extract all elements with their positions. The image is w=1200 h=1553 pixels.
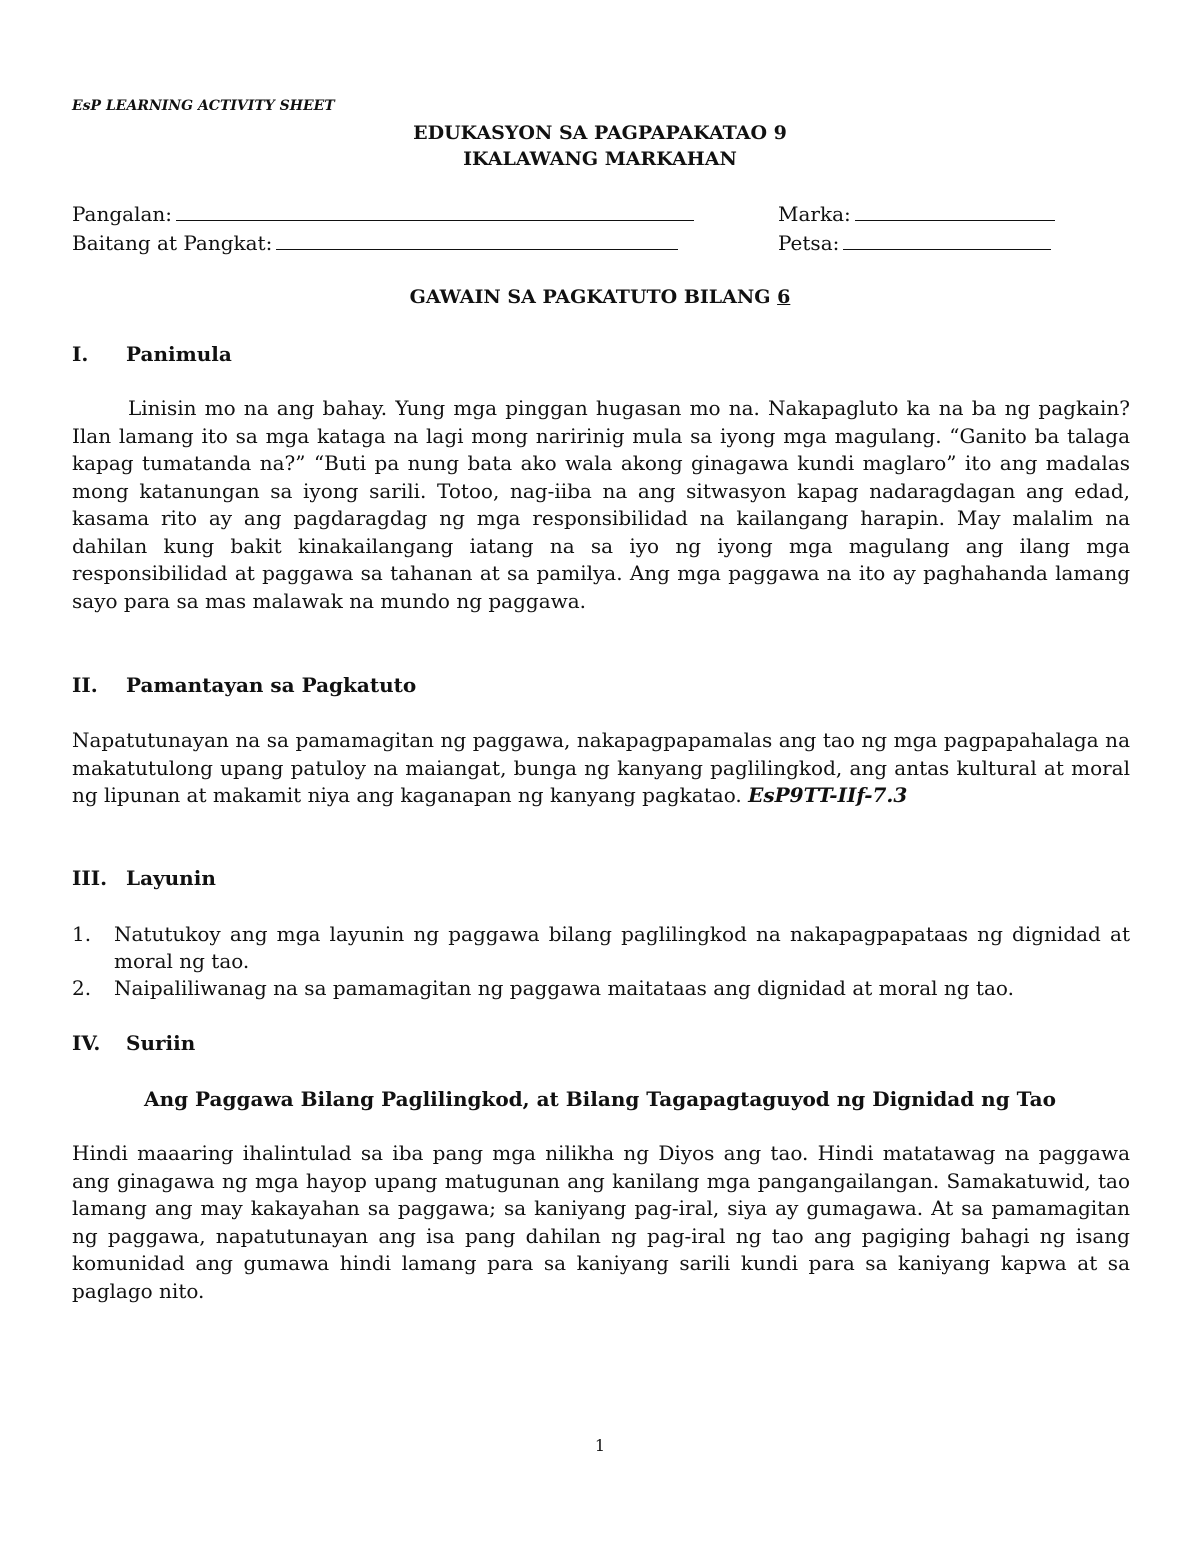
suriin-subtitle: Ang Paggawa Bilang Paglilingkod, at Bilang Tagapagtaguyod ng Dignidad ng Tao	[144, 1087, 1056, 1111]
activity-title-text: GAWAIN SA PAGKATUTO BILANG	[409, 286, 771, 308]
suriin-paragraph: Hindi maaaring ihalintulad sa iba pang mga nilikha ng Diyos ang tao. Hindi matatawag na paggawa ang ginagawa ng mga hayop upang matugunan ang kanilang mga pangangailangan. Samakatuwid, tao lamang ang may kakayahan sa paggawa; sa kaniyang pag-iral, siya ay gumagawa. At sa pamamagitan ng paggawa, napatutunayan ang isa pang dahilan ng pag-iral ng tao ang pagiging bahagi ng isang komunidad ang gumawa hindi lamang para sa kaniyang sarili kundi para sa kaniyang kapwa at sa paglago nito.	[72, 1141, 1130, 1303]
quarter-title: IKALAWANG MARKAHAN	[463, 148, 737, 170]
page-number: 1	[594, 1436, 606, 1455]
name-field-row	[72, 200, 694, 226]
subject-title: EDUKASYON SA PAGPAPAKATAO 9	[413, 122, 787, 144]
section-number: II.	[72, 673, 98, 697]
section-label: Baitang at Pangkat:	[72, 231, 273, 255]
date-field-row	[778, 229, 1051, 255]
sheet-tag: EsP LEARNING ACTIVITY SHEET	[72, 98, 335, 114]
section-heading-suriin	[72, 1031, 195, 1055]
section-title: Layunin	[126, 866, 216, 890]
name-label: Pangalan:	[72, 202, 173, 226]
section-heading-pamantayan	[72, 673, 416, 697]
pamantayan-paragraph	[72, 727, 1130, 810]
grade-field-row	[778, 200, 1055, 226]
pamantayan-text: Napatutunayan na sa pamamagitan ng paggawa, nakapagpapamalas ang tao ng mga pagpapahalaga na makatutulong upang patuloy na maiangat, bunga ng kanyang paglilingkod, ang antas kultural at moral ng lipunan at makamit niya ang kaganapan ng kanyang pagkatao.	[72, 728, 1130, 807]
date-blank[interactable]	[843, 229, 1051, 250]
grade-label: Marka:	[778, 202, 851, 226]
section-number: III.	[72, 866, 108, 890]
section-blank[interactable]	[276, 229, 678, 250]
section-title: Pamantayan sa Pagkatuto	[126, 673, 417, 697]
name-blank[interactable]	[176, 200, 694, 221]
list-item: 2. Naipaliliwanag na sa pamamagitan ng paggawa maitataas ang dignidad at moral ng tao.	[72, 976, 1014, 1000]
section-heading-layunin	[72, 866, 216, 890]
section-number: I.	[72, 342, 89, 366]
date-label: Petsa:	[778, 231, 840, 255]
activity-number: 6	[777, 286, 791, 308]
section-number: IV.	[72, 1031, 101, 1055]
competency-code: EsP9TT-IIf-7.3	[748, 783, 908, 807]
layunin-list	[72, 921, 1130, 1002]
section-title: Panimula	[126, 342, 232, 366]
section-title: Suriin	[126, 1031, 196, 1055]
activity-title	[0, 286, 1200, 308]
section-heading-panimula	[72, 342, 232, 366]
section-field-row	[72, 229, 678, 255]
grade-blank[interactable]	[855, 200, 1055, 221]
panimula-paragraph: Linisin mo na ang bahay. Yung mga pinggan hugasan mo na. Nakapagluto ka na ba ng pagkain? Ilan lamang ito sa mga kataga na lagi mong naririnig mula sa iyong mga magulang. “Ganito ba talaga kapag tumatanda na?” “Buti pa nung bata ako wala akong ginagawa kundi maglaro” ito ang madalas mong katanungan sa iyong sarili. Totoo, nag-iiba na ang sitwasyon kapag nadaragdagan ang edad, kasama rito ay ang pagdaragdag ng mga responsibilidad na kailangang harapin. May malalim na dahilan kung bakit kinakailangang iatang na sa iyo ng iyong mga magulang ang ilang mga responsibilidad at paggawa sa tahanan at sa pamilya. Ang mga paggawa na ito ay paghahanda lamang sayo para sa mas malawak na mundo ng paggawa.	[72, 396, 1130, 613]
list-item: 1. Natutukoy ang mga layunin ng paggawa bilang paglilingkod na nakapagpapataas ng dignidad at moral ng tao.	[72, 922, 1130, 973]
